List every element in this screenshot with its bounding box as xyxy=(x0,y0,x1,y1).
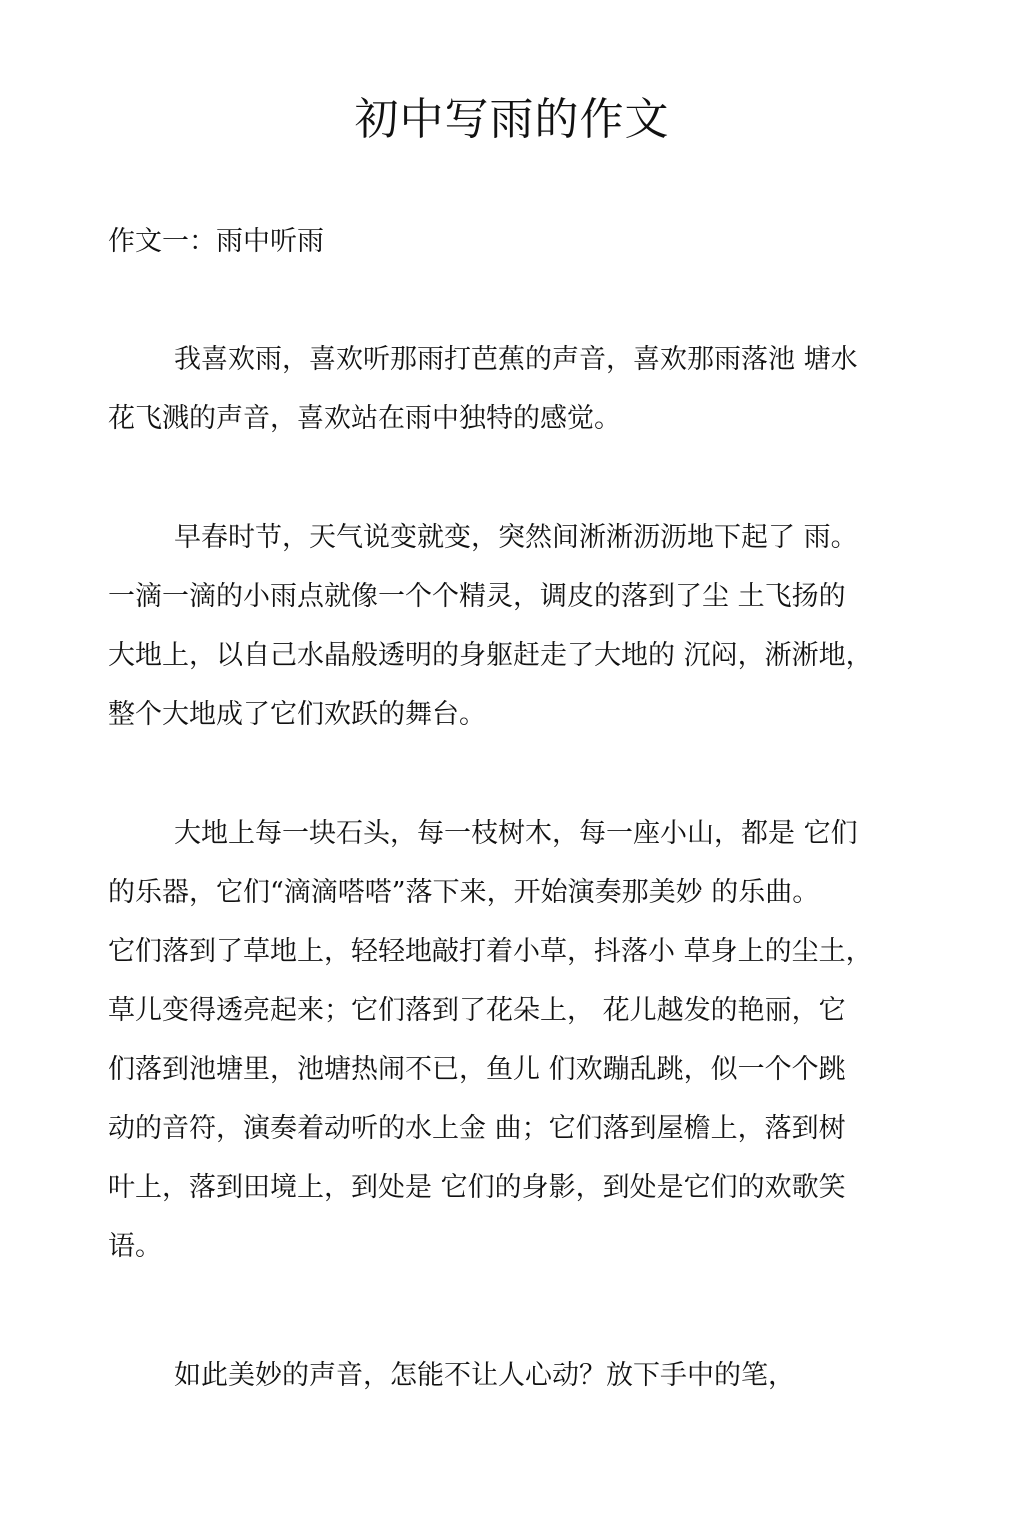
paragraph-1 xyxy=(108,330,920,448)
paragraph-line: 早春时节，天气说变就变，突然间淅淅沥沥地下起了 雨。 xyxy=(174,522,858,553)
document-title: 初中写雨的作文 xyxy=(354,94,670,145)
paragraph-line: 草儿变得透亮起来；它们落到了花朵上， 花儿越发的艳丽，它 xyxy=(108,995,846,1026)
paragraph-line: 它们落到了草地上，轻轻地敲打着小草，抖落小 草身上的尘土， xyxy=(108,936,873,967)
paragraph-line: 语。 xyxy=(108,1231,162,1262)
paragraph-line: 叶上，落到田境上，到处是 它们的身影，到处是它们的欢歌笑 xyxy=(108,1172,846,1203)
paragraph-line: 整个大地成了它们欢跃的舞台。 xyxy=(108,699,486,730)
paragraph-4 xyxy=(108,1346,920,1405)
paragraph-line: 大地上每一块石头，每一枝树木，每一座小山，都是 它们 xyxy=(174,818,858,849)
paragraph-line: 我喜欢雨，喜欢听那雨打芭蕉的声音，喜欢那雨落池 塘水 xyxy=(174,344,858,375)
paragraph-line: 动的音符，演奏着动听的水上金 曲；它们落到屋檐上，落到树 xyxy=(108,1113,846,1144)
paragraph-line: 的乐器，它们“滴滴嗒嗒”落下来，开始演奏那美妙 的乐曲。 xyxy=(108,877,820,908)
paragraph-line: 如此美妙的声音，怎能不让人心动？放下手中的笔， xyxy=(174,1360,795,1391)
paragraph-line: 大地上，以自己水晶般透明的身躯赶走了大地的 沉闷，淅淅地， xyxy=(108,640,873,671)
paragraph-line: 花飞溅的声音，喜欢站在雨中独特的感觉。 xyxy=(108,403,621,434)
paragraph-2 xyxy=(108,508,920,744)
paragraph-3 xyxy=(108,804,920,1276)
section-heading: 作文一：雨中听雨 xyxy=(108,226,324,257)
paragraph-line: 们落到池塘里，池塘热闹不已，鱼儿 们欢蹦乱跳，似一个个跳 xyxy=(108,1054,846,1085)
paragraph-line: 一滴一滴的小雨点就像一个个精灵，调皮的落到了尘 土飞扬的 xyxy=(108,581,846,612)
